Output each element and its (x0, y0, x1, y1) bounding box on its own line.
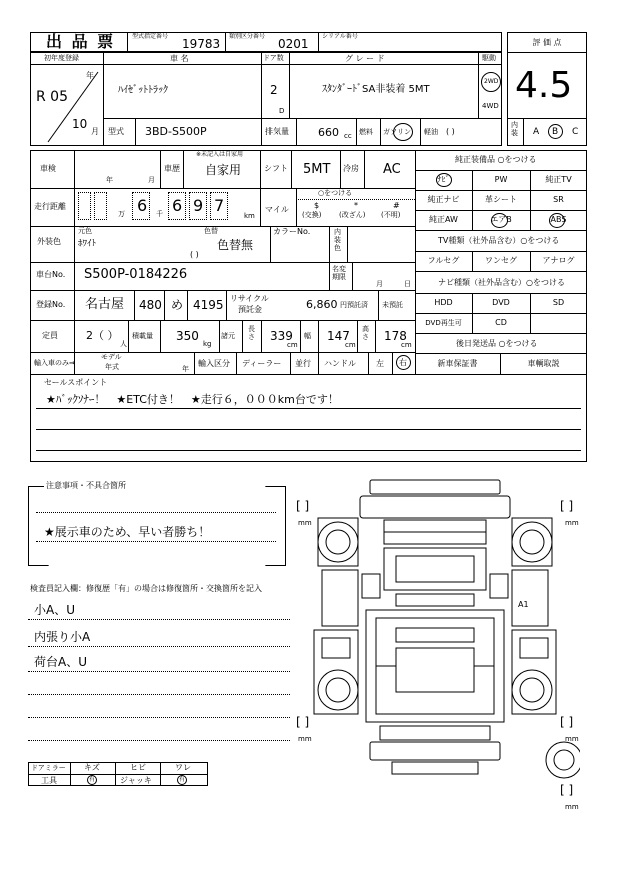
header-row (30, 32, 502, 52)
import-type-label: 輸入区分 (198, 359, 230, 368)
equip-item-6: 純正AW (429, 215, 458, 224)
car-name: ﾊｲｾﾞｯﾄﾄﾗｯｸ (118, 85, 168, 96)
tv-item-2: アナログ (542, 256, 575, 265)
notes-label: 注意事項・不具合箇所 (46, 481, 126, 490)
recycle-suffix: 円預託済 (340, 301, 368, 309)
size-label: 諸元 (221, 332, 235, 340)
equip-item-1: PW (494, 175, 508, 184)
model-year-label-2: 年式 (105, 363, 119, 371)
parts-ware: ワレ (175, 763, 191, 772)
interior-c: C (572, 127, 579, 137)
ac-value: AC (383, 162, 401, 177)
inspection-month-unit: 月 (148, 176, 155, 184)
car-diagram (300, 478, 580, 818)
orig-color-label: 元色 (78, 227, 92, 235)
deadline-month: 月 (376, 280, 383, 288)
height-label: 高さ (362, 325, 369, 342)
load-label: 積載量 (132, 332, 153, 340)
mileage-sen: 千 (156, 210, 163, 218)
color-change-value: 色替無 (217, 238, 254, 252)
displacement-unit: cc (344, 132, 352, 140)
sales-text: ★ﾊﾞｯｸｿﾅｰ！ ★ETC付き！ ★走行６，０００km台です！ (46, 393, 339, 406)
capacity-unit: 人 (120, 340, 127, 348)
unknown-symbol: # (393, 201, 400, 210)
navi-item-2: SD (552, 298, 565, 307)
length-label: 長さ (248, 325, 255, 342)
navi-item-0: HDD (434, 298, 453, 307)
inspector-line-1: 内張り小A (34, 630, 91, 644)
form-title: 出 品 票 (46, 32, 116, 51)
registration-region: 名古屋 (85, 297, 125, 312)
tamper-label: (改ざん) (339, 211, 366, 219)
handle-label: ハンドル (324, 359, 356, 368)
deadline-label: 名変期限 (332, 265, 346, 282)
parts-tools-yes: 有 (89, 776, 96, 783)
grade-label: グ レ ー ド (345, 54, 385, 63)
doors: 2 (270, 83, 278, 97)
import-parallel: 並行 (295, 359, 311, 368)
recycle-label-1: リサイクル (230, 294, 269, 303)
width-unit: cm (345, 341, 356, 349)
mile-label: マイル (265, 205, 289, 214)
drive-4wd: 4WD (482, 102, 499, 110)
displacement-label: 排気量 (265, 127, 289, 136)
tv-label: TV種類（社外品含む）○をつける (438, 236, 560, 245)
later-item-0: 新車保証書 (437, 359, 478, 368)
import-dealer: ディーラー (242, 359, 282, 368)
equip-item-2: 純正TV (545, 175, 572, 184)
navi-item-3: DVD再生可 (425, 319, 462, 327)
ruibetsu-value: 0201 (278, 37, 309, 51)
door-type: D (279, 107, 285, 115)
recycle-label-2: 預託金 (238, 305, 262, 314)
drive-label: 駆動 (482, 54, 496, 62)
load-value: 350 (176, 329, 199, 343)
color-bracket: ( ) (190, 250, 199, 259)
history-note: ※未記入は自家用 (196, 151, 244, 158)
mileage-digit-3: 6 (137, 196, 148, 215)
width-label: 幅 (304, 332, 311, 340)
navi-item-1: DVD (492, 298, 510, 307)
equip-std-label: 純正装備品 ○をつける (455, 155, 537, 164)
load-unit: kg (203, 340, 212, 348)
parts-jack: ジャッキ (120, 776, 152, 785)
damage-mark-a1: A1 (518, 600, 529, 609)
displacement-value: 660 (318, 126, 339, 139)
serial-label: シリアル番号 (322, 33, 358, 40)
mileage-man: 万 (118, 210, 125, 218)
orig-color-value: ﾎﾜｲﾄ (78, 239, 97, 249)
exch-symbol: $ (314, 201, 320, 210)
grade-value: ｽﾀﾝﾀﾞｰﾄﾞSA非装着 5MT (322, 84, 430, 95)
exch-label: (交換) (302, 211, 322, 219)
history-value: 自家用 (205, 163, 242, 177)
tire-bracket-fl: [ ] (296, 499, 310, 513)
fuel-value: ガソリン (383, 128, 411, 136)
equip-item-4: 革シート (485, 195, 517, 204)
tire-mm-rr: mm (565, 735, 579, 743)
equip-item-8: ABS (550, 215, 567, 224)
tire-bracket-spare: [ ] (560, 783, 574, 797)
mileage-digit-6: 7 (214, 196, 225, 215)
notes-text: ★展示車のため、早い者勝ち！ (44, 525, 211, 539)
equip-item-7: エアB (490, 215, 512, 224)
import-label: 輸入車のみ⇒ (34, 359, 75, 367)
inspection-year-unit: 年 (106, 176, 113, 184)
color-change-label: 色替 (204, 227, 218, 235)
inspector-line-0: 小A、U (34, 603, 75, 617)
model-label: 型式 (108, 127, 124, 136)
height-value: 178 (384, 329, 407, 343)
drive-2wd: 2WD (484, 78, 499, 85)
registration-class: 480 (139, 298, 162, 312)
oil-bracket: ( ) (446, 127, 455, 136)
interior-a: A (533, 127, 540, 137)
model-year-unit: 年 (182, 365, 189, 373)
registration-label: 登録No. (36, 300, 66, 309)
equip-item-3: 純正ナビ (427, 195, 460, 204)
history-label: 車歴 (164, 164, 180, 173)
doors-label: ドア数 (263, 54, 284, 62)
length-value: 339 (270, 329, 293, 343)
recycle-value: 6,860 (306, 298, 338, 311)
color-no-label: カラーNo. (273, 227, 311, 236)
mileage-km: km (244, 212, 255, 220)
sales-label: セールスポイント (44, 378, 108, 387)
ac-label: 冷房 (343, 164, 359, 173)
tire-bracket-fr: [ ] (560, 499, 574, 513)
mileage-label: 走行距離 (34, 202, 66, 211)
navi-label: ナビ種類（社外品含む）○をつける (438, 278, 565, 287)
first-reg-month: 10 (72, 117, 88, 131)
mileage-circle-note: ○をつける (318, 189, 353, 197)
handle-right: 右 (399, 358, 407, 367)
katashiki-value: 19783 (182, 37, 221, 51)
car-name-label: 車 名 (170, 54, 189, 63)
fuel-label: 燃料 (359, 128, 373, 136)
tv-item-0: フルセグ (427, 256, 460, 265)
month-unit: 月 (91, 127, 99, 136)
capacity-value: 2（ ） (86, 329, 119, 342)
length-unit: cm (287, 341, 298, 349)
oil-label: 軽油 (424, 128, 438, 136)
katashiki-label: 型式指定番号 (132, 33, 169, 40)
mileage-digit-4: 6 (172, 196, 183, 215)
handle-left: 左 (376, 359, 384, 368)
inspector-line-2: 荷台A、U (34, 655, 87, 669)
later-item-1: 車輌取説 (527, 359, 560, 368)
interior-b: B (552, 127, 559, 137)
capacity-label: 定員 (42, 331, 58, 340)
interior-color-label: 内装色 (334, 228, 341, 253)
parts-kizu: キズ (84, 763, 100, 772)
ruibetsu-label: 類別区分番号 (229, 33, 266, 40)
unknown-label: (不明) (381, 211, 401, 219)
inspection-label: 車検 (40, 164, 56, 173)
model-value: 3BD-S500P (145, 125, 207, 138)
equip-item-5: SR (553, 195, 564, 204)
deadline-day: 日 (404, 280, 411, 288)
interior-label: 内装 (511, 121, 518, 137)
recycle-not: 未預託 (382, 301, 403, 309)
tire-bracket-rr: [ ] (560, 715, 574, 729)
chassis-label: 車台No. (36, 270, 66, 279)
shift-value: 5MT (303, 162, 331, 177)
parts-door-mirror: ドアミラー (31, 764, 66, 772)
tire-mm-fr: mm (565, 519, 579, 527)
year-unit: 年 (86, 71, 94, 80)
model-year-label-1: モデル (101, 353, 122, 361)
score-value: 4.5 (515, 65, 573, 106)
tire-bracket-rl: [ ] (296, 715, 310, 729)
equip-item-0: ﾅﾋﾞ (437, 175, 450, 184)
width-value: 147 (327, 329, 350, 343)
registration-kana: め (171, 298, 184, 312)
tamper-symbol: * (354, 201, 358, 210)
parts-hibi: ヒビ (130, 763, 146, 772)
first-reg-year: R 05 (36, 89, 68, 105)
parts-jack-yes: 有 (179, 776, 186, 783)
navi-item-4: CD (495, 318, 507, 327)
mileage-digit-5: 9 (193, 196, 204, 215)
height-unit: cm (401, 341, 412, 349)
color-label: 外装色 (37, 237, 61, 246)
later-label: 後日発送品 ○をつける (456, 339, 538, 348)
parts-tools: 工具 (41, 776, 57, 785)
tire-mm-spare: mm (565, 803, 579, 811)
inspector-label: 検査員記入欄：修復歴「有」の場合は修復箇所・交換箇所を記入 (30, 584, 262, 593)
score-label: 評 価 点 (532, 38, 562, 47)
first-reg-label: 初年度登録 (44, 54, 79, 62)
registration-number: 4195 (193, 298, 224, 312)
tv-item-1: ワンセグ (485, 256, 517, 265)
chassis-value: S500P-0184226 (84, 267, 188, 282)
tire-mm-fl: mm (298, 519, 312, 527)
shift-label: シフト (264, 164, 288, 173)
tire-mm-rl: mm (298, 735, 312, 743)
